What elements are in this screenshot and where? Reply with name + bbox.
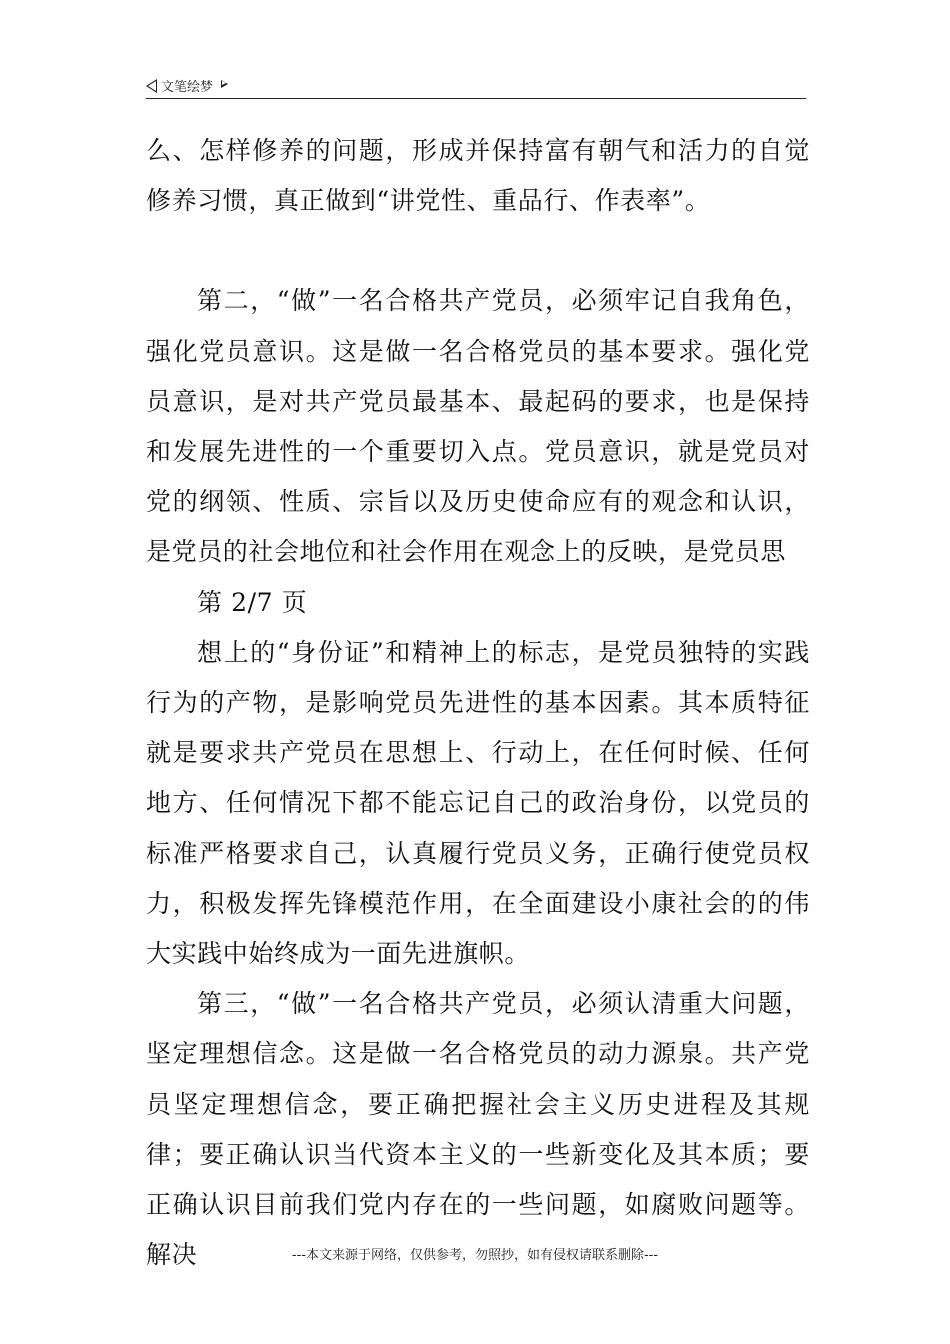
paragraph-third: 第三，“做”一名合格共产党员，必须认清重大问题，坚定理想信念。这是做一名合格党员的动力源泉。共产党员坚定理想信念，要正确把握社会主义历史进程及其规律；要正确认识当代资本主义的一些新变化及其本质；要正确认识目前我们党内存在的一些问题，如腐败问题等。解决 [146, 989, 810, 1270]
triangle-right-icon [221, 80, 228, 88]
document-body [146, 126, 810, 1280]
paragraph-gap [146, 226, 810, 276]
footer-notice: ---本文来源于网络，仅供参考，勿照抄，如有侵权请联系删除--- [291, 1248, 659, 1263]
paragraph-intro: 么、怎样修养的问题，形成并保持富有朝气和活力的自觉修养习惯，真正做到“讲党性、重品行、作表率”。 [146, 136, 810, 216]
page-header [146, 74, 806, 99]
header-brand [146, 76, 228, 95]
paragraph-second: 第二，“做”一名合格共产党员，必须牢记自我角色，强化党员意识。这是做一名合格党员的基本要求。强化党员意识，是对共产党员最基本、最起码的要求，也是保持和发展先进性的一个重要切入点。党员意识，就是党员对党的纲领、性质、宗旨以及历史使命应有的观念和认识，是党员的社会地位和社会作用在观念上的反映，是党员思 [146, 286, 810, 567]
page-number: 第 2/7 页 [197, 587, 308, 617]
header-title: 文笔绘梦 [161, 80, 214, 95]
paragraph-continue: 想上的“身份证”和精神上的标志，是党员独特的实践行为的产物，是影响党员先进性的基本因素。其本质特征就是要求共产党员在思想上、行动上，在任何时候、任何地方、任何情况下都不能忘记自己的政治身份，以党员的标准严格要求自己，认真履行党员义务，正确行使党员权力，积极发挥先锋模范作用，在全面建设小康社会的的伟大实践中始终成为一面先进旗帜。 [146, 637, 810, 969]
triangle-left-icon [146, 79, 157, 93]
